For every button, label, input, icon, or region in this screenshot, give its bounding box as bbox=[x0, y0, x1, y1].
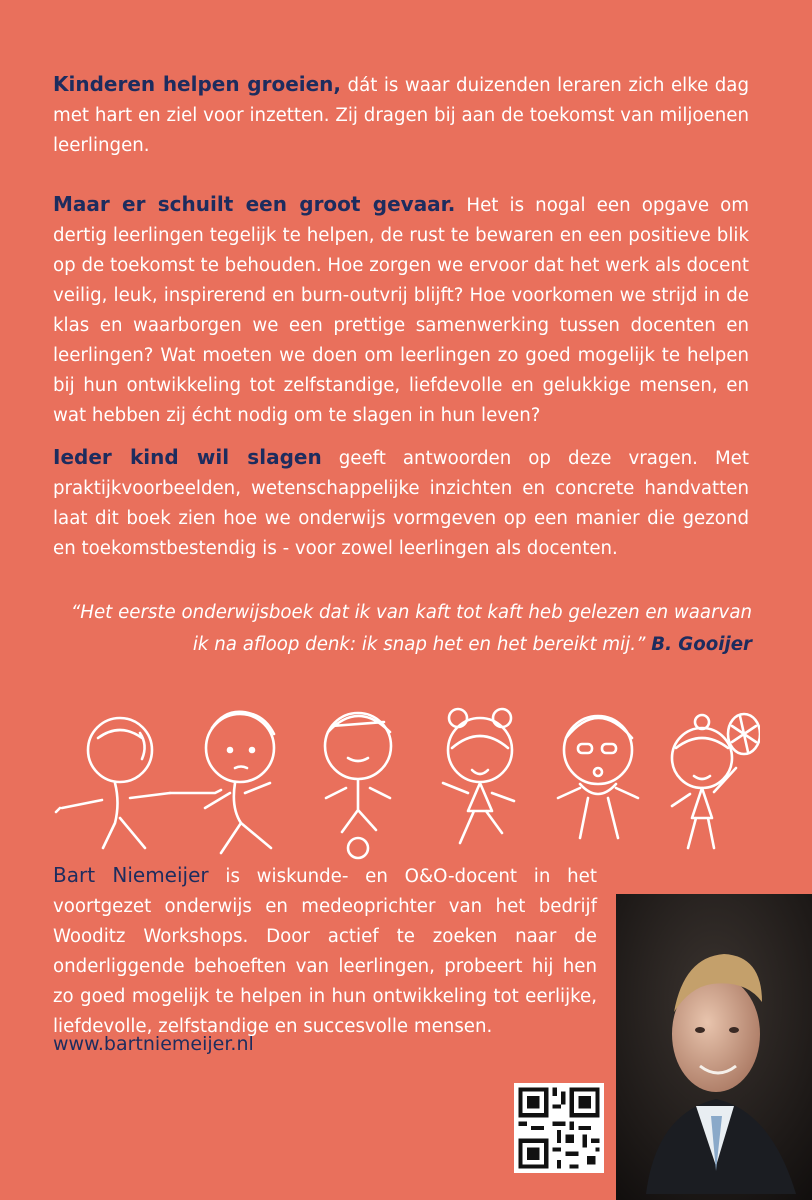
qr-code-icon[interactable] bbox=[514, 1083, 604, 1173]
tennis-kid-icon bbox=[672, 714, 760, 848]
fencing-kid-icon bbox=[56, 718, 221, 848]
quote-text: “Het eerste onderwijsboek dat ik van kaft tot kaft heb gelezen en waarvan ik na afloop denk: ik snap het en het bereikt mij.” bbox=[70, 602, 752, 655]
author-bio bbox=[53, 860, 597, 1042]
quote-author: B. Gooijer bbox=[651, 634, 752, 655]
book-paragraph bbox=[53, 442, 749, 564]
intro-lead: Kinderen helpen groeien, bbox=[53, 72, 342, 96]
author-photo bbox=[616, 894, 812, 1200]
swimming-kid-icon bbox=[558, 716, 638, 838]
book-text: geeft antwoorden op deze vragen. Met praktijkvoorbeelden, wetenschappelijke inzichten en concrete handvatten laat dit boek zien hoe we onderwijs vormgeven op een manier die gezond en toekomstbestendig is - voor zowel leerlingen als docenten. bbox=[53, 448, 749, 559]
danger-lead: Maar er schuilt een groot gevaar. bbox=[53, 192, 456, 216]
book-title-lead: Ieder kind wil slagen bbox=[53, 445, 322, 469]
review-quote bbox=[60, 597, 752, 661]
kids-illustration bbox=[40, 688, 760, 868]
dancing-kid-icon bbox=[443, 709, 514, 843]
cycling-kid-icon bbox=[325, 713, 391, 858]
running-kid-icon bbox=[205, 712, 274, 853]
author-name: Bart Niemeijer bbox=[53, 863, 209, 887]
author-bio-text: is wiskunde- en O&O-docent in het voortgezet onderwijs en medeoprichter van het bedrijf Wooditz Workshops. Door actief te zoeken naar de onderliggende behoeften van leerlingen, probeert hij hen zo goed mogelijk te helpen in hun ontwikkeling tot eerlijke, liefdevolle, zelfstandige en succesvolle mensen. bbox=[53, 866, 597, 1037]
website-link[interactable]: www.bartniemeijer.nl bbox=[53, 1033, 254, 1055]
danger-paragraph bbox=[53, 189, 749, 431]
danger-text: Het is nogal een opgave om dertig leerlingen tegelijk te helpen, de rust te bewaren en een positieve blik op de toekomst te behouden. Hoe zorgen we ervoor dat het werk als docent veilig, leuk, inspirerend en burn-outvrij blijft? Hoe voorkomen we strijd in de klas en waarborgen we een prettige samenwerking tussen docenten en leerlingen? Wat moeten we doen om leerlingen zo goed mogelijk te helpen bij hun ontwikkeling tot zelfstandige, liefdevolle en gelukkige mensen, en wat hebben zij écht nodig om te slagen in hun leven? bbox=[53, 195, 749, 426]
intro-text: dát is waar duizenden leraren zich elke dag met hart en ziel voor inzetten. Zij dragen bij aan de toekomst van miljoenen leerlingen. bbox=[53, 75, 749, 156]
intro-paragraph bbox=[53, 69, 749, 161]
